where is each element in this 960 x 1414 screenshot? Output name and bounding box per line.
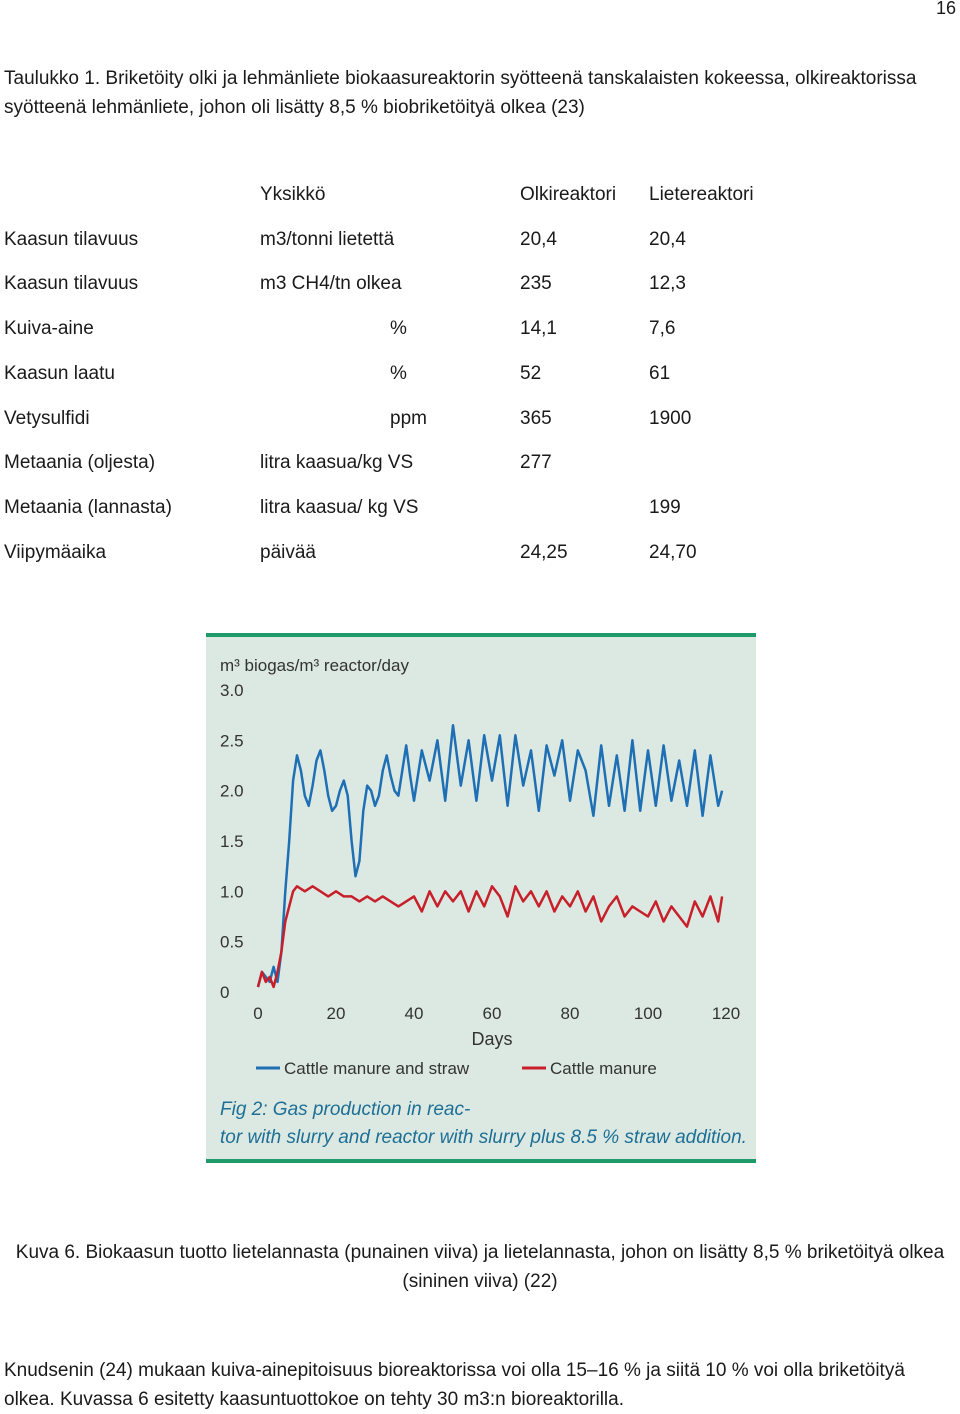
- y-tick-label: 1.5: [220, 832, 244, 851]
- table-cell: 1900: [649, 407, 692, 429]
- table-cell: Viipymäaika: [4, 541, 107, 563]
- x-tick-label: 120: [711, 1004, 741, 1023]
- table-cell: Metaania (lannasta): [4, 496, 172, 518]
- chart: [206, 637, 756, 1159]
- y-tick-label: 0: [220, 983, 230, 1002]
- x-tick-label: 80: [560, 1004, 580, 1023]
- table-cell: m3 CH4/tn olkea: [260, 273, 402, 295]
- table-cell: 20,4: [520, 228, 557, 250]
- x-tick-label: 40: [404, 1004, 424, 1023]
- table-cell: litra kaasua/ kg VS: [260, 496, 419, 518]
- table-cell: Kaasun tilavuus: [4, 228, 139, 250]
- table-cell: %: [390, 318, 407, 340]
- figure: [206, 633, 756, 1163]
- body-paragraph: Knudsenin (24) mukaan kuiva-ainepitoisuus bioreaktorissa voi olla 15–16 % ja siitä 10 % voi olla briketöityä olkea. Kuvassa 6 esitetty kaasuntuottokoe on tehty 30 m3:n bioreaktorilla.: [4, 1360, 905, 1410]
- table-cell: 61: [649, 362, 671, 384]
- x-tick-label: 0: [253, 1004, 263, 1023]
- y-tick-label: 2.5: [220, 731, 244, 751]
- table-cell: 24,70: [649, 541, 697, 563]
- table-cell: päivää: [260, 541, 316, 563]
- table-cell: m3/tonni lietettä: [260, 228, 395, 250]
- legend-label: Cattle manure: [550, 1059, 657, 1078]
- table-cell: 14,1: [520, 318, 557, 340]
- y-tick-label: 1.0: [220, 882, 244, 902]
- table-cell: 199: [649, 496, 681, 518]
- table-cell: 52: [520, 362, 542, 384]
- x-axis-label: Days: [471, 1029, 513, 1049]
- table-cell: Kaasun laatu: [4, 362, 115, 384]
- legend-label: Cattle manure and straw: [284, 1059, 470, 1078]
- table-cell: ppm: [390, 407, 427, 429]
- table-cell: 24,25: [520, 541, 568, 563]
- table-header-cell: Lietereaktori: [649, 184, 754, 205]
- table-cell: 365: [520, 407, 552, 429]
- y-tick-label: 3.0: [220, 681, 244, 700]
- table-header-cell: Olkireaktori: [520, 184, 617, 205]
- table-caption: Taulukko 1. Briketöity olki ja lehmänliete biokaasureaktorin syötteenä tanskalaisten kokeessa, olkireaktorissa syötteenä lehmänliete, johon oli lisätty 8,5 % biobriketöityä olkea (23): [4, 68, 917, 118]
- table-cell: 235: [520, 273, 552, 295]
- chart-figure-caption-line: Fig 2: Gas production in reac-: [220, 1099, 471, 1120]
- x-tick-label: 100: [633, 1004, 663, 1023]
- y-tick-label: 0.5: [220, 932, 244, 952]
- table-header-cell: Yksikkö: [260, 184, 326, 205]
- y-tick-label: 2.0: [220, 781, 244, 801]
- table-cell: Kuiva-aine: [4, 318, 94, 340]
- x-tick-label: 20: [326, 1004, 346, 1023]
- chart-figure-caption-line: tor with slurry and reactor with slurry plus 8.5 % straw addition.: [220, 1127, 747, 1148]
- series-line: [258, 725, 722, 987]
- y-axis-label: m³ biogas/m³ reactor/day: [220, 656, 409, 675]
- table-cell: Metaania (oljesta): [4, 452, 156, 474]
- chart-figure-caption: [220, 1099, 747, 1148]
- table-cell: %: [390, 362, 407, 384]
- page-number: 16: [935, 0, 956, 18]
- series-line: [258, 886, 722, 987]
- table-cell: litra kaasua/kg VS: [260, 452, 414, 474]
- table-cell: 7,6: [649, 318, 676, 340]
- x-tick-label: 60: [482, 1004, 502, 1023]
- table-cell: 12,3: [649, 273, 686, 295]
- table-cell: 20,4: [649, 228, 686, 250]
- table-cell: Kaasun tilavuus: [4, 273, 139, 295]
- table-cell: 277: [520, 452, 552, 474]
- figure-caption: Kuva 6. Biokaasun tuotto lietelannasta (punainen viiva) ja lietelannasta, johon on lisätty 8,5 % briketöityä olkea (sininen viiva) (22): [15, 1242, 945, 1292]
- table-cell: Vetysulfidi: [4, 407, 90, 429]
